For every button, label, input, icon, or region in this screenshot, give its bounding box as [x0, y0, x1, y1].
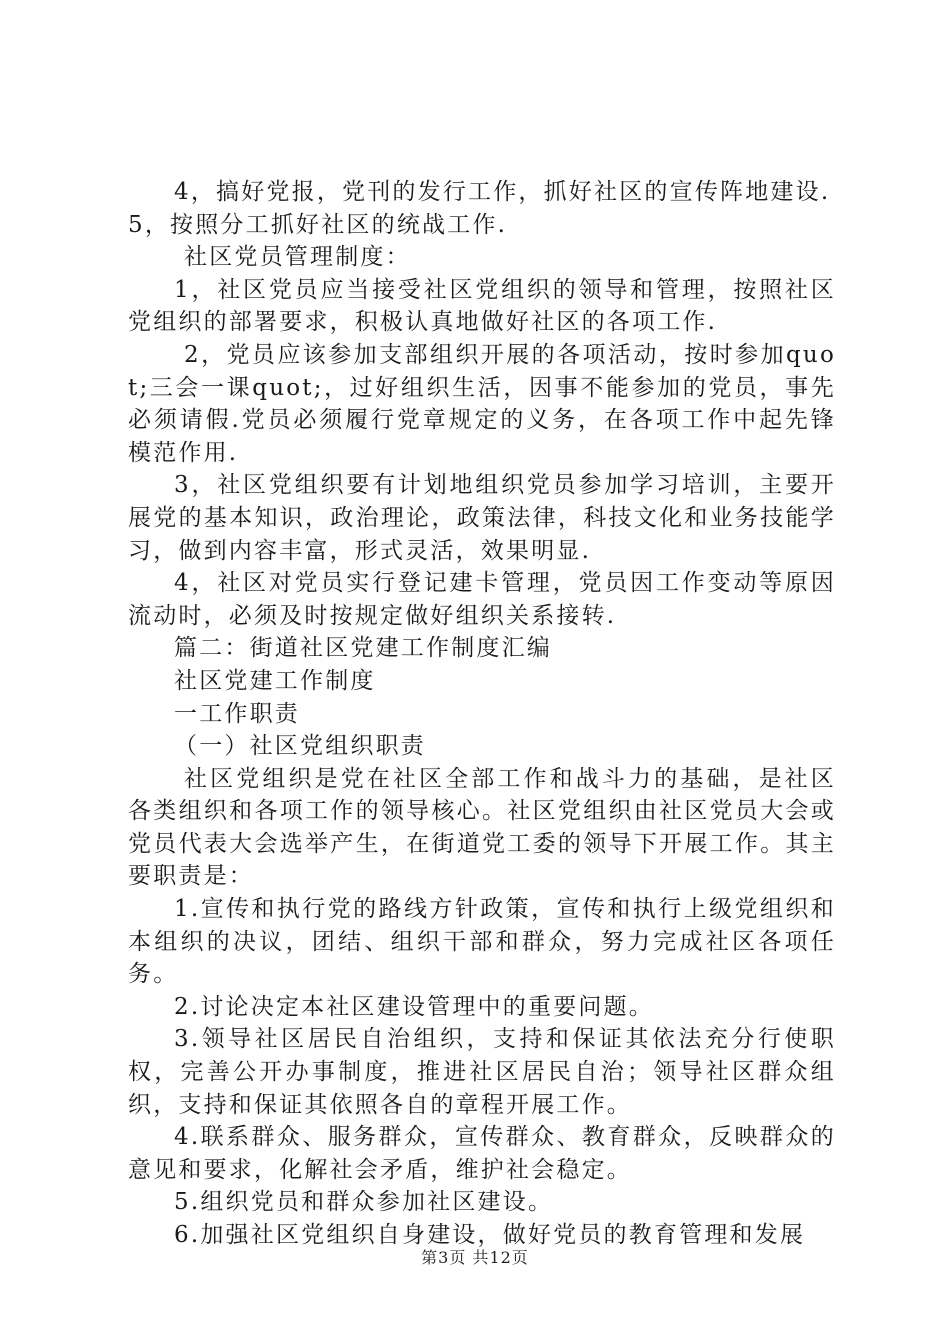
page-number-footer: 第3页 共12页	[421, 1248, 529, 1267]
chapter-title: 篇二：街道社区党建工作制度汇编	[174, 635, 552, 662]
paragraph-duty-2: 2.讨论决定本社区建设管理中的重要问题。	[174, 993, 654, 1020]
paragraph-item-5-united-front: 5，按照分工抓好社区的统战工作.	[128, 211, 508, 238]
sub-subsection-title: （一）社区党组织职责	[174, 733, 426, 760]
paragraph-rule-1: 1，社区党员应当接受社区党组织的领导和管理，按照社区党组织的部署要求，积极认真地做好社区的各项工作.	[128, 276, 836, 336]
section-title: 社区党建工作制度	[174, 667, 376, 694]
paragraph-duty-6: 6.加强社区党组织自身建设，做好党员的教育管理和发展	[174, 1222, 806, 1248]
section-heading-member-management: 社区党员管理制度：	[184, 244, 411, 271]
paragraph-duty-4: 4.联系群众、服务群众，宣传群众、教育群众，反映群众的意见和要求，化解社会矛盾，维护社会稳定。	[128, 1124, 836, 1183]
paragraph-duties-intro: 社区党组织是党在社区全部工作和战斗力的基础，是社区各类组织和各项工作的领导核心。社区党组织由社区党员大会或党员代表大会选举产生，在街道党工委的领导下开展工作。其主要职责是：	[128, 765, 836, 890]
paragraph-rule-2: 2，党员应该参加支部组织开展的各项活动，按时参加quot;三会一课quot;，过好组织生活，因事不能参加的党员，事先必须请假.党员必须履行党章规定的义务，在各项工作中起先锋模范作用.	[128, 341, 836, 466]
paragraph-rule-4: 4，社区对党员实行登记建卡管理，党员因工作变动等原因流动时，必须及时按规定做好组织关系接转.	[128, 570, 836, 629]
paragraph-item-4-publication: 4，搞好党报，党刊的发行工作，抓好社区的宣传阵地建设.	[174, 179, 831, 205]
paragraph-rule-3: 3，社区党组织要有计划地组织党员参加学习培训，主要开展党的基本知识，政治理论，政策法律，科技文化和业务技能学习，做到内容丰富，形式灵活，效果明显.	[128, 472, 836, 564]
paragraph-duty-5: 5.组织党员和群众参加社区建设。	[174, 1189, 554, 1216]
subsection-title: 一工作职责	[174, 700, 300, 727]
paragraph-duty-1: 1.宣传和执行党的路线方针政策，宣传和执行上级党组织和本组织的决议，团结、组织干部和群众，努力完成社区各项任务。	[128, 896, 836, 988]
paragraph-duty-3: 3.领导社区居民自治组织，支持和保证其依法充分行使职权，完善公开办事制度，推进社区居民自治；领导社区群众组织，支持和保证其依照各自的章程开展工作。	[128, 1026, 836, 1118]
document-body	[128, 176, 836, 1252]
